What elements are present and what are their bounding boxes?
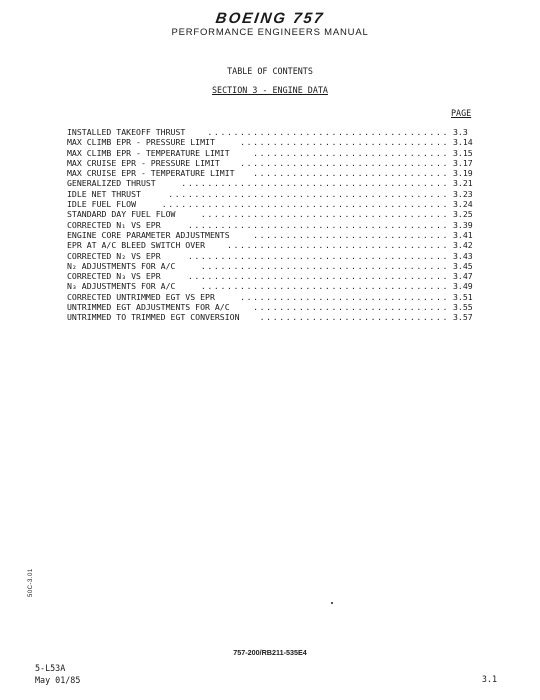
toc-list xyxy=(67,127,475,323)
footer-doc-id: 5-L53A xyxy=(35,663,66,673)
toc-title: TABLE OF CONTENTS xyxy=(227,66,313,76)
toc-entry-label: IDLE FUEL FLOW xyxy=(67,199,137,210)
toc-entry-page: 3.43 xyxy=(453,250,473,261)
toc-entry-label: CORRECTED N₂ VS EPR xyxy=(67,250,161,261)
toc-entry-page: 3.23 xyxy=(453,188,473,199)
toc-entry xyxy=(67,271,475,281)
brand-logo: BOEING 757 xyxy=(214,10,326,27)
toc-leader-dots: ................................ xyxy=(240,137,449,148)
toc-leader-dots: ...................................... xyxy=(200,281,449,292)
toc-entry-label: CORRECTED N₃ VS EPR xyxy=(67,271,161,282)
toc-entry xyxy=(67,240,475,250)
toc-entry-page: 3.25 xyxy=(453,209,473,220)
toc-entry xyxy=(67,220,475,230)
toc-entry-page: 3.14 xyxy=(453,137,473,148)
toc-leader-dots: ........................................... xyxy=(168,188,449,199)
toc-leader-dots: ........................................ xyxy=(187,219,449,230)
toc-entry-page: 3.57 xyxy=(453,312,473,323)
toc-entry-label: EPR AT A/C BLEED SWITCH OVER xyxy=(67,240,206,251)
toc-leader-dots: .............................. xyxy=(253,302,449,313)
toc-entry-label: UNTRIMMED EGT ADJUSTMENTS FOR A/C xyxy=(67,302,230,313)
footer-page-number: 3.1 xyxy=(481,674,497,684)
toc-entry-page: 3.24 xyxy=(453,199,473,210)
toc-entry xyxy=(67,158,475,168)
toc-leader-dots: ........................................ xyxy=(187,250,449,261)
toc-entry-label: CORRECTED UNTRIMMED EGT VS EPR xyxy=(67,291,215,302)
toc-entry xyxy=(67,251,475,261)
toc-entry xyxy=(67,178,475,188)
toc-entry xyxy=(67,189,475,199)
toc-leader-dots: ................................ xyxy=(240,291,449,302)
toc-entry-page: 3.47 xyxy=(453,271,473,282)
toc-leader-dots: ............................. xyxy=(259,312,449,323)
toc-entry-page: 3.51 xyxy=(453,291,473,302)
toc-entry-page: 3.21 xyxy=(453,178,473,189)
toc-entry xyxy=(67,148,475,158)
toc-leader-dots: .................................. xyxy=(227,240,449,251)
toc-entry-page: 3.3 xyxy=(453,127,468,137)
toc-entry-label: MAX CRUISE EPR - PRESSURE LIMIT xyxy=(67,157,220,168)
toc-leader-dots: ......................................... xyxy=(181,178,449,189)
toc-entry-page: 3.39 xyxy=(453,219,473,230)
toc-entry xyxy=(67,127,475,137)
toc-entry-label: UNTRIMMED TO TRIMMED EGT CONVERSION xyxy=(67,312,240,323)
footer-model: 757-200/RB211-535E4 xyxy=(233,648,307,657)
toc-entry-label: INSTALLED TAKEOFF THRUST xyxy=(67,127,186,137)
toc-leader-dots: .............................. xyxy=(253,229,449,240)
toc-entry-page: 3.45 xyxy=(453,260,473,271)
toc-leader-dots: ................................ xyxy=(240,157,449,168)
toc-leader-dots: .............................. xyxy=(253,147,449,158)
manual-subtitle: PERFORMANCE ENGINEERS MANUAL xyxy=(171,27,369,38)
scan-speck xyxy=(331,602,333,604)
toc-entry-page: 3.49 xyxy=(453,281,473,292)
toc-entry-label: MAX CLIMB EPR - TEMPERATURE LIMIT xyxy=(67,147,230,158)
toc-entry-label: MAX CRUISE EPR - TEMPERATURE LIMIT xyxy=(67,168,235,179)
toc-entry xyxy=(67,312,475,322)
toc-entry xyxy=(67,137,475,147)
toc-entry xyxy=(67,261,475,271)
toc-entry xyxy=(67,199,475,209)
toc-entry-label: CORRECTED N₁ VS EPR xyxy=(67,219,161,230)
toc-leader-dots: ..................................... xyxy=(207,127,449,137)
footer-date: May 01/85 xyxy=(35,675,81,685)
toc-entry-label: MAX CLIMB EPR - PRESSURE LIMIT xyxy=(67,137,215,148)
toc-entry xyxy=(67,209,475,219)
margin-code: 50C-3.01 xyxy=(28,568,34,597)
toc-entry-page: 3.15 xyxy=(453,147,473,158)
toc-entry-label: STANDARD DAY FUEL FLOW xyxy=(67,209,176,220)
toc-entry xyxy=(67,302,475,312)
toc-entry xyxy=(67,168,475,178)
toc-entry-page: 3.55 xyxy=(453,302,473,313)
toc-entry-page: 3.19 xyxy=(453,168,473,179)
toc-leader-dots: ............................................ xyxy=(161,199,449,210)
toc-leader-dots: ...................................... xyxy=(200,260,449,271)
toc-entry-label: N₂ ADJUSTMENTS FOR A/C xyxy=(67,260,176,271)
section-title: SECTION 3 - ENGINE DATA xyxy=(212,85,328,95)
toc-entry-label: IDLE NET THRUST xyxy=(67,188,141,199)
toc-entry-page: 3.42 xyxy=(453,240,473,251)
toc-entry xyxy=(67,281,475,291)
toc-entry-label: ENGINE CORE PARAMETER ADJUSTMENTS xyxy=(67,229,230,240)
toc-entry-label: GENERALIZED THRUST xyxy=(67,178,156,189)
toc-entry-label: N₃ ADJUSTMENTS FOR A/C xyxy=(67,281,176,292)
toc-leader-dots: ...................................... xyxy=(200,209,449,220)
toc-entry xyxy=(67,292,475,302)
toc-entry-page: 3.17 xyxy=(453,157,473,168)
toc-leader-dots: ........................................ xyxy=(187,271,449,282)
footer-doc-info xyxy=(35,662,80,686)
toc-entry xyxy=(67,230,475,240)
toc-entry-page: 3.41 xyxy=(453,229,473,240)
page-column-header: PAGE xyxy=(451,108,472,118)
toc-leader-dots: .............................. xyxy=(253,168,449,179)
